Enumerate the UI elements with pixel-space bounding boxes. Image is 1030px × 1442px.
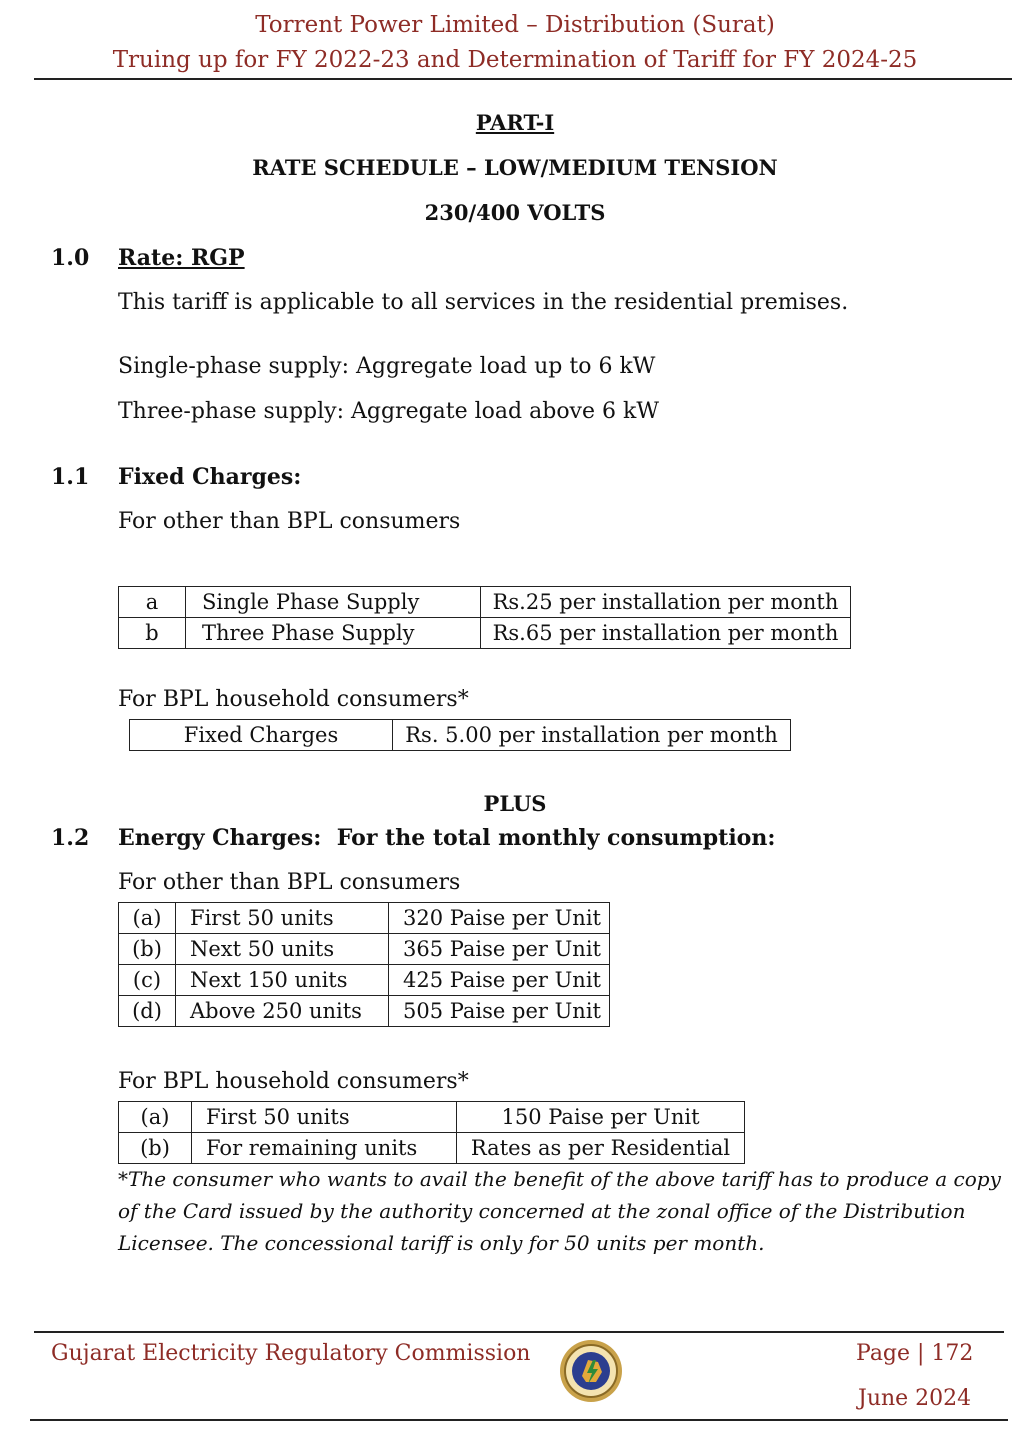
table-row (119, 965, 610, 996)
table-row (119, 1102, 745, 1133)
footer-rule-top (34, 1331, 1004, 1333)
schedule-title: RATE SCHEDULE – LOW/MEDIUM TENSION (252, 155, 778, 180)
row-label: Above 250 units (176, 996, 389, 1027)
section-title-fixed-charges: Fixed Charges: (118, 464, 302, 490)
part-title: PART-I (475, 110, 555, 135)
row-index: a (119, 587, 186, 618)
table-row (119, 903, 610, 934)
plus-label: PLUS (483, 791, 547, 816)
energy-other-subtitle: For other than BPL consumers (118, 870, 461, 895)
row-index: (b) (119, 1133, 192, 1164)
row-index: (d) (119, 996, 176, 1027)
row-label: Next 150 units (176, 965, 389, 996)
row-index: (a) (119, 903, 176, 934)
row-value: 365 Paise per Unit (388, 934, 609, 965)
row-index: (a) (119, 1102, 192, 1133)
table-row (119, 618, 851, 649)
footer-commission: Gujarat Electricity Regulatory Commission (51, 1341, 531, 1366)
gerc-seal-icon (558, 1338, 624, 1404)
footer-rule-bottom (30, 1419, 1008, 1421)
energy-charges-bpl-table (118, 1101, 745, 1164)
row-value: Rs.65 per installation per month (481, 618, 851, 649)
single-phase-text: Single-phase supply: Aggregate load up to 6 kW (118, 354, 656, 379)
table-row (119, 1133, 745, 1164)
table-row (119, 587, 851, 618)
row-value: Rs.25 per installation per month (481, 587, 851, 618)
voltage-title: 230/400 VOLTS (424, 200, 606, 225)
section-number-1-0: 1.0 (51, 245, 90, 271)
energy-bpl-subtitle: For BPL household consumers* (118, 1069, 469, 1094)
header-subtitle: Truing up for FY 2022-23 and Determination of Tariff for FY 2024-25 (112, 47, 918, 73)
fixed-other-subtitle: For other than BPL consumers (118, 509, 461, 534)
row-value: Rates as per Residential (457, 1133, 745, 1164)
section-number-1-2: 1.2 (51, 825, 90, 851)
energy-charges-other-table (118, 902, 610, 1027)
header-title: Torrent Power Limited – Distribution (Surat) (255, 12, 775, 38)
row-label: First 50 units (176, 903, 389, 934)
row-index: (b) (119, 934, 176, 965)
fixed-charges-bpl-table (129, 719, 791, 751)
row-value: 320 Paise per Unit (388, 903, 609, 934)
applicability-text: This tariff is applicable to all services in the residential premises. (118, 290, 849, 315)
three-phase-text: Three-phase supply: Aggregate load above 6 kW (118, 399, 659, 424)
table-row (119, 996, 610, 1027)
row-label: Next 50 units (176, 934, 389, 965)
row-label: Single Phase Supply (186, 587, 481, 618)
section-title-rate-rgp: Rate: RGP (118, 245, 245, 271)
row-value: 505 Paise per Unit (388, 996, 609, 1027)
bpl-footnote: *The consumer who wants to avail the benefit of the above tariff has to produce a copy of the Card issued by the authority concerned at the zonal office of the Distribution Licensee. The concessional tariff is only for 50 units per month. (118, 1167, 1001, 1255)
row-index: b (119, 618, 186, 649)
table-row (119, 934, 610, 965)
row-label: Fixed Charges (130, 720, 393, 751)
footer-date: June 2024 (858, 1386, 972, 1411)
fixed-bpl-subtitle: For BPL household consumers* (118, 687, 469, 712)
footer-page-number: Page | 172 (856, 1341, 974, 1366)
table-row (130, 720, 791, 751)
row-value: Rs. 5.00 per installation per month (393, 720, 791, 751)
row-value: 425 Paise per Unit (388, 965, 609, 996)
section-number-1-1: 1.1 (51, 464, 90, 490)
row-label: For remaining units (192, 1133, 457, 1164)
section-title-energy-charges: Energy Charges: For the total monthly consumption: (118, 825, 776, 851)
row-index: (c) (119, 965, 176, 996)
header-rule (34, 78, 1012, 80)
row-label: Three Phase Supply (186, 618, 481, 649)
row-label: First 50 units (192, 1102, 457, 1133)
row-value: 150 Paise per Unit (457, 1102, 745, 1133)
fixed-charges-other-table (118, 586, 851, 649)
